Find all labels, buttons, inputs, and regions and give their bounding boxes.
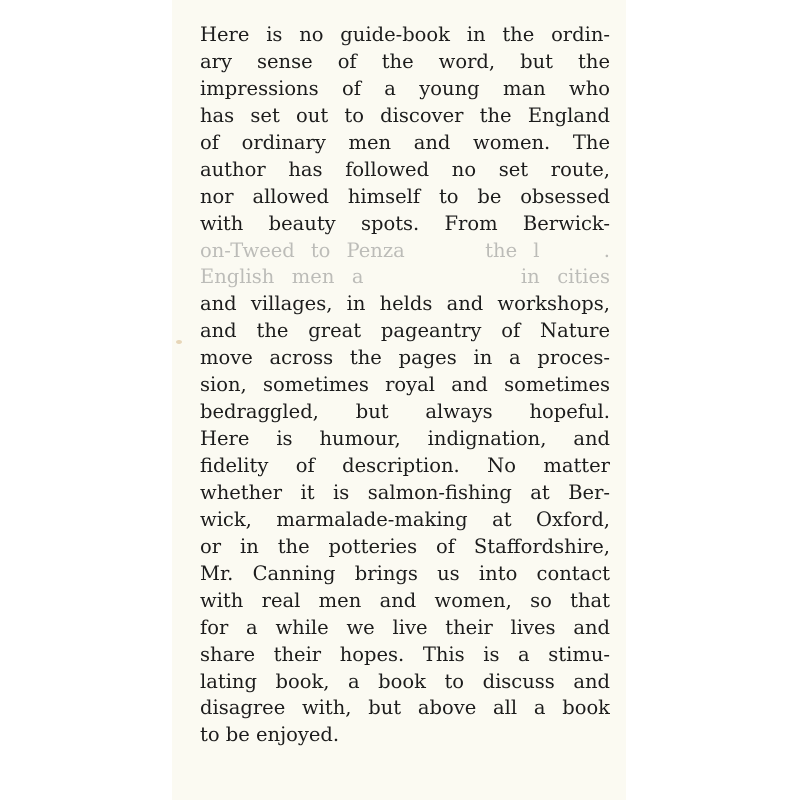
blurb-line-24: share their hopes. This is a stimu-: [200, 642, 610, 666]
blurb-line-15: bedraggled, but always hopeful.: [200, 400, 610, 424]
blurb-line-5: of ordinary men and women. The: [200, 130, 610, 154]
book-blurb-text: [200, 22, 610, 749]
paper-speck: [176, 340, 182, 344]
blurb-line-20: or in the potteries of Staffordshire,: [200, 534, 610, 558]
blurb-line-12: and the great pageantry of Nature: [200, 319, 610, 343]
blurb-line-26: disagree with, but above all a book: [200, 696, 610, 720]
blurb-line-6: author has followed no set route,: [200, 157, 610, 181]
blurb-line-13: move across the pages in a proces-: [200, 346, 610, 370]
blurb-line-8: with beauty spots. From Berwick-: [200, 211, 610, 235]
blurb-line-1: Here is no guide-book in the ordin-: [200, 23, 610, 46]
blurb-line-9-damaged: on-Tweed to Penza the l .: [200, 238, 610, 262]
blurb-line-18: whether it is salmon-fishing at Ber-: [200, 480, 610, 504]
blurb-line-25: lating book, a book to discuss and: [200, 669, 610, 693]
blurb-line-10-damaged: English men a in cities: [200, 265, 610, 289]
blurb-line-2: ary sense of the word, but the: [200, 49, 610, 73]
blurb-line-22: with real men and women, so that: [200, 588, 610, 612]
blurb-line-7: nor allowed himself to be obsessed: [200, 184, 610, 208]
blurb-line-4: has set out to discover the England: [200, 103, 610, 127]
blurb-line-16: Here is humour, indignation, and: [200, 427, 610, 451]
blurb-line-23: for a while we live their lives and: [200, 615, 610, 639]
blurb-line-17: fidelity of description. No matter: [200, 454, 610, 477]
blurb-line-21: Mr. Canning brings us into contact: [200, 561, 610, 585]
blurb-line-14: sion, sometimes royal and sometimes: [200, 373, 610, 397]
blurb-line-19: wick, marmalade-making at Oxford,: [200, 507, 610, 531]
blurb-line-3: impressions of a young man who: [200, 76, 610, 100]
blurb-line-11: and villages, in helds and workshops,: [200, 292, 610, 316]
blurb-line-27: to be enjoyed.: [200, 723, 340, 747]
